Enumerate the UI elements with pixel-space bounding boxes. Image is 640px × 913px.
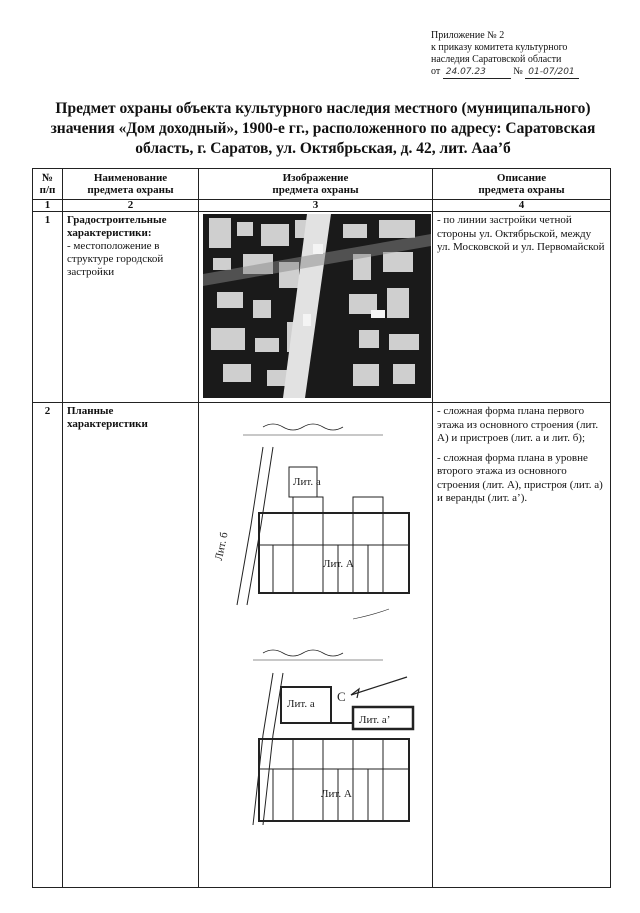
header-image: Изображение предмета охраны: [199, 169, 433, 200]
aerial-photo-cell: [199, 212, 433, 403]
row-name: [63, 212, 199, 403]
plan-label: Лит. б: [212, 531, 231, 562]
protection-subject-table: [32, 168, 611, 888]
row-name-sub: - местоположение в структуре городской застройки: [67, 240, 164, 278]
header-number: № п/п: [33, 169, 63, 200]
description-text: - сложная форма плана первого этажа из основного строения (лит. А) и пристроев (лит. а и лит. б);: [437, 405, 599, 444]
column-number: 2: [63, 200, 199, 212]
title-line-3: область, г. Саратов, ул. Октябрьская, д. 42, лит. Ааа’б: [135, 140, 511, 157]
row-name: [63, 403, 199, 888]
plan-label: Лит. А: [321, 788, 352, 800]
table-row: [33, 212, 611, 403]
row-description: [433, 403, 611, 888]
description-text: - по линии застройки четной стороны ул. Октябрьской, между ул. Московской и ул. Первомайской: [437, 214, 605, 253]
title-line-2: значения «Дом доходный», 1900-е гг., расположенного по адресу: Саратовская: [50, 120, 596, 137]
table-header-row: [33, 169, 611, 200]
floor-plans: [203, 405, 431, 883]
floor-plans-cell: [199, 403, 433, 888]
header-description: Описание предмета охраны: [433, 169, 611, 200]
plan-label: Лит. а: [293, 476, 321, 488]
plan-label: Лит. а: [287, 698, 315, 710]
row-number: 2: [33, 403, 63, 888]
header-name: Наименование предмета охраны: [63, 169, 199, 200]
appendix-date: 24.07.23: [443, 66, 511, 79]
row-name-title: Планные характеристики: [67, 405, 148, 430]
document-title: [40, 99, 606, 159]
description-text: - сложная форма плана в уровне второго этажа из основного строения (лит. А), пристроя (лит. а) и веранды (лит. а’).: [437, 451, 603, 504]
column-number-row: [33, 200, 611, 212]
column-number: 3: [199, 200, 433, 212]
appendix-line-3: наследия Саратовской области: [431, 54, 562, 65]
column-number: 1: [33, 200, 63, 212]
appendix-no-label: №: [513, 66, 523, 77]
row-number: 1: [33, 212, 63, 403]
appendix-from-label: от: [431, 66, 441, 77]
appendix-line-1: Приложение № 2: [431, 30, 505, 41]
row-name-title: Градостроительные характеристики:: [67, 214, 167, 239]
appendix-number: 01-07/201: [525, 66, 579, 79]
appendix-line-2: к приказу комитета культурного: [431, 42, 568, 53]
plan-label: Лит. А: [323, 558, 354, 570]
appendix-note: [431, 30, 631, 79]
plan-label: Лит. а’: [359, 714, 391, 726]
column-number: 4: [433, 200, 611, 212]
appendix-line-4: [431, 66, 631, 79]
plan-arrow-label: С: [337, 689, 346, 704]
row-description: [433, 212, 611, 403]
table-row: [33, 403, 611, 888]
aerial-photo: [203, 214, 431, 398]
title-line-1: Предмет охраны объекта культурного наследия местного (муниципального): [55, 100, 591, 117]
